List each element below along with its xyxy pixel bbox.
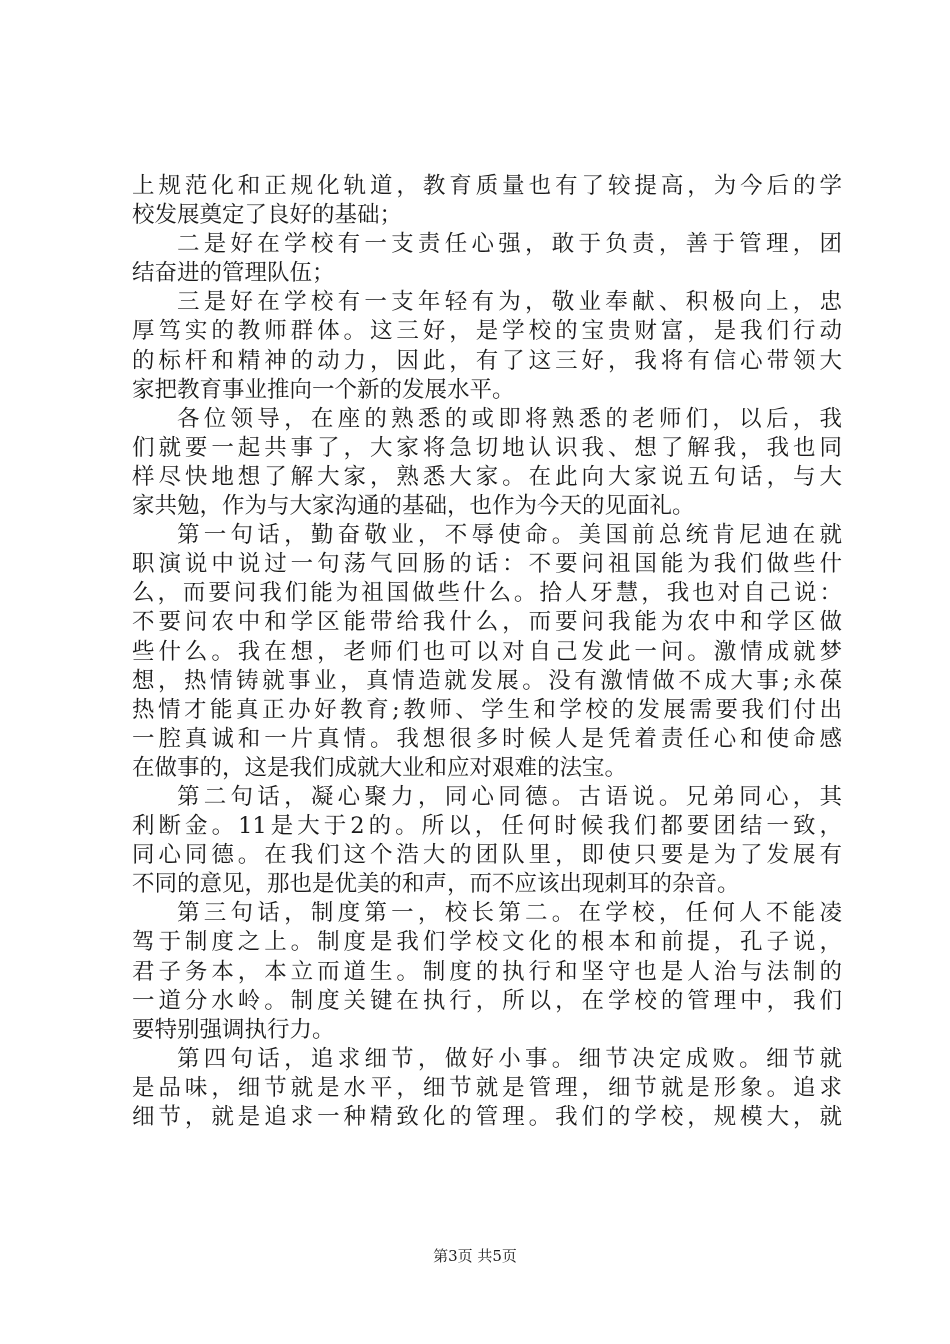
text-line: 各位领导，在座的熟悉的或即将熟悉的老师们，以后，我 [177,405,842,432]
page-footer: 第3页 共5页 [433,1247,517,1265]
text-line: 是品味，细节就是水平，细节就是管理，细节就是形象。追求 [132,1074,842,1101]
text-line: 君子务本，本立而道生。制度的执行和坚守也是人治与法制的 [132,958,842,985]
text-line: 三是好在学校有一支年轻有为，敬业奉献、积极向上，忠 [177,289,842,316]
text-line: 校发展奠定了良好的基础； [132,202,403,229]
text-line: 上规范化和正规化轨道，教育质量也有了较提高，为今后的学 [132,173,842,199]
text-line: 驾于制度之上。制度是我们学校文化的根本和前提，孔子说， [132,929,842,956]
text-line: 同心同德。在我们这个浩大的团队里，即使只要是为了发展有 [132,842,842,869]
text-line: 么，而要问我们能为祖国做些什么。拾人牙慧，我也对自己说： [132,580,842,607]
text-line: 家把教育事业推向一个新的发展水平。 [132,376,515,403]
text-line: 要特别强调执行力。 [132,1016,335,1043]
text-line: 们就要一起共事了，大家将急切地认识我、想了解我，我也同 [132,434,842,461]
text-line: 不同的意见，那也是优美的和声，而不应该出现刺耳的杂音。 [132,871,740,898]
text-line: 细节，就是追求一种精致化的管理。我们的学校，规模大，就 [132,1104,842,1130]
text-line: 第四句话，追求细节，做好小事。细节决定成败。细节就 [177,1045,842,1072]
text-line: 结奋进的管理队伍； [132,260,335,287]
text-line: 的标杆和精神的动力，因此，有了这三好，我将有信心带领大 [132,347,842,374]
text-line: 第一句话，勤奋敬业，不辱使命。美国前总统肯尼迪在就 [177,522,842,549]
text-line: 二是好在学校有一支责任心强，敢于负责，善于管理，团 [177,231,842,258]
text-line: 第二句话，凝心聚力，同心同德。古语说。兄弟同心，其 [177,783,842,810]
text-line: 利断金。11是大于2的。所以，任何时候我们都要团结一致， [132,813,842,840]
text-line: 一腔真诚和一片真情。我想很多时候人是凭着责任心和使命感 [132,725,842,752]
text-line: 不要问农中和学区能带给我什么，而要问我能为农中和学区做 [132,609,842,636]
text-line: 热情才能真正办好教育;教师、学生和学校的发展需要我们付出 [132,696,842,723]
document-body [132,172,842,1132]
text-line: 想，热情铸就事业，真情造就发展。没有激情做不成大事;永葆 [132,667,842,694]
text-line: 厚笃实的教师群体。这三好，是学校的宝贵财富，是我们行动 [132,318,842,345]
text-line: 第三句话，制度第一，校长第二。在学校，任何人不能凌 [177,900,842,927]
text-line: 一道分水岭。制度关键在执行，所以，在学校的管理中，我们 [132,987,842,1014]
text-line: 职演说中说过一句荡气回肠的话：不要问祖国能为我们做些什 [132,551,842,578]
text-line: 家共勉，作为与大家沟通的基础，也作为今天的见面礼。 [132,493,695,520]
text-line: 在做事的，这是我们成就大业和应对艰难的法宝。 [132,754,628,781]
text-line: 样尽快地想了解大家，熟悉大家。在此向大家说五句话，与大 [132,463,842,490]
text-line: 些什么。我在想，老师们也可以对自己发此一问。激情成就梦 [132,638,842,665]
